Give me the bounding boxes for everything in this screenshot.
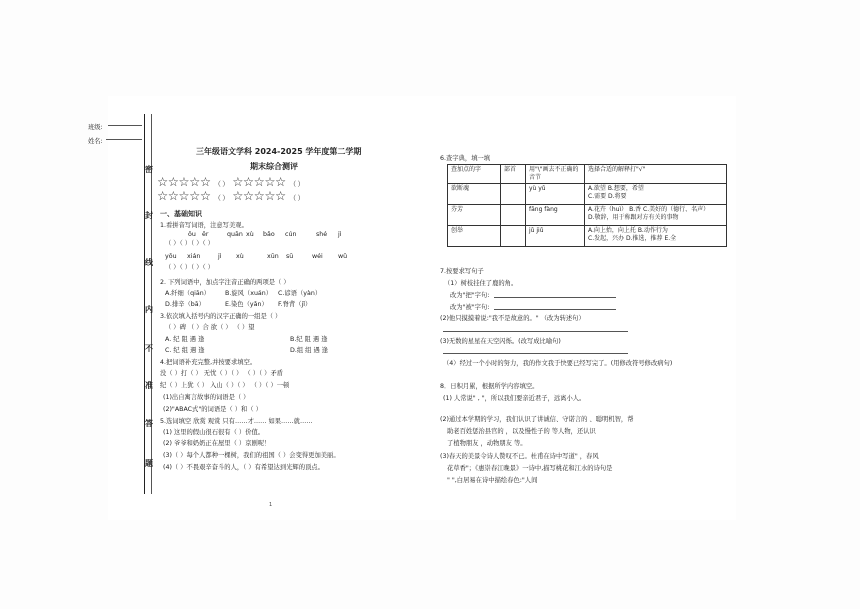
q1-pinyin-15: wéi	[312, 253, 323, 260]
table-cell: jǔ jiǔ	[526, 226, 585, 247]
q5-instruction: 5.选词填空 欣赏 观赏 只有……才…… 如果……就……	[160, 418, 313, 425]
q1-pinyin-7: shé	[316, 231, 328, 238]
q1-pinyin-1: ǒu	[188, 231, 196, 238]
q2-option-d[interactable]: D.排辛（bā）	[165, 301, 205, 308]
q3-option-b[interactable]: B.纪 阻 遇 逢	[290, 336, 328, 343]
q7-instruction: 7.按要求写句子	[440, 268, 484, 275]
q3-option-d[interactable]: D.组 组 遇 逢	[290, 347, 329, 354]
side-char-2: 封	[145, 211, 153, 220]
q5-line-1: (1) 这里的假山很石很有（ ）价值。	[163, 429, 265, 436]
class-field-line[interactable]	[108, 125, 142, 126]
score-stars-row2: ☆☆☆☆☆ （ ） ☆☆☆☆☆ （ ）	[157, 188, 304, 203]
q3-option-a[interactable]: A. 纪 阻 遇 逢	[165, 336, 205, 343]
table-header-cell: 选择合适的解释打"√"	[585, 165, 727, 184]
table-header-row	[448, 165, 727, 184]
q8-3-sentence-c: " ",白居易在诗中描绘春色:"人间	[447, 477, 538, 484]
q1-pinyin-4: xù	[246, 231, 254, 238]
q5-line-3: (3)（ ）每个人都种一棵树，我们的祖国（ ）会变得更加美丽。	[163, 452, 340, 459]
q7-1-sentence: （1）树枝挂住了鹿的角。	[444, 280, 518, 287]
q7-2-answer-line[interactable]	[443, 331, 628, 332]
class-label: 班级:	[88, 124, 103, 131]
q1-pinyin-9: yōu	[165, 253, 177, 260]
q1-pinyin-5: bǎo	[263, 231, 275, 238]
q2-option-b[interactable]: B.旋风（xuán）	[225, 290, 273, 297]
section-1-heading: 一、基础知识	[160, 210, 202, 218]
q1-pinyin-11: jì	[218, 253, 222, 260]
q7-2-sentence: (2)他只摸摸着说:"我不是故意的。" （改为转述句）	[440, 315, 585, 322]
side-char-4: 内	[145, 305, 153, 314]
side-char-7: 答	[145, 419, 153, 428]
table-header-cell: 部首	[501, 165, 526, 184]
q3-option-c[interactable]: C. 纪 组 遇 逢	[165, 347, 205, 354]
q7-3-sentence: (3)无数的星星在天空闪烁。(改写成比喻句)	[440, 338, 561, 345]
q6-instruction: 6.查字典，填一填	[440, 155, 491, 162]
q4-line-4: (2)"ABAC式"的词语是（ ）和（ ）	[163, 406, 262, 413]
q3-instruction: 3.依次填入括号内的汉字正确的一组是（ ）	[160, 313, 282, 320]
q4-line-2: 纪（ ）上犹（ ） 入山（ ）（ ） （ ）（ ）一顿	[160, 382, 290, 389]
q1-pinyin-2: ěr	[202, 231, 209, 238]
table-row	[448, 205, 727, 226]
table-cell: yù yǔ	[526, 184, 585, 205]
table-row	[448, 226, 727, 247]
name-label: 姓名:	[88, 138, 103, 145]
q2-option-f[interactable]: F.脊背（jǐ）	[278, 301, 312, 308]
name-field-line[interactable]	[106, 139, 142, 140]
q1-boxes-row1: （ ）（ ）（ ）（ ）	[165, 240, 214, 247]
page-number: 1	[269, 502, 273, 508]
q8-instruction: 8．日积月累，根据所学内容填空。	[440, 383, 539, 390]
q5-line-4: (4)（ ）不畏艰辛奋斗的人，（ ）有希望达到光辉的顶点。	[163, 464, 324, 471]
q8-3-sentence: (3)春天的美景令诗人赞叹不已。杜甫在诗中写道" ，春风	[440, 453, 599, 460]
q2-instruction: 2. 下列词语中，加点字注音正确的两项是（ ）	[160, 279, 290, 286]
table-cell: A.向上抬，向上托 B.动作行为 C.发起，兴办 D.推选，推荐 E.全	[585, 226, 727, 247]
table-cell-radical[interactable]	[501, 205, 526, 226]
q1-instruction: 1.看拼音写词语，注意写美观。	[160, 222, 248, 229]
q1-pinyin-12: xù	[236, 253, 244, 260]
exam-subtitle: 期末综合测评	[250, 162, 298, 171]
q2-option-c[interactable]: C.谚语（yàn）	[278, 290, 322, 297]
q8-2-sentence-b: 助老百姓惩治县官的 ，以及慢性子的 等人物，还认识	[447, 428, 596, 435]
q1-pinyin-10: xián	[187, 253, 201, 260]
q2-option-a[interactable]: A.纤细（qiān）	[165, 290, 210, 297]
table-cell: fāng fàng	[526, 205, 585, 226]
q4-instruction: 4.把词语补充完整,并按要求填空。	[160, 359, 257, 366]
table-header-cell: 用"\"画去不正确的音节	[526, 165, 585, 184]
q4-line-3: (1)出自寓言故事的词语是（ ）	[163, 394, 250, 401]
table-cell: 创举	[448, 226, 501, 247]
q3-blank-line: （ ）碑 （ ）合 欲（ ） （ ）望	[165, 324, 255, 331]
table-cell: A.花卉（huì） B.香 C.美好的（德行、名声） D.敬辞，用于称跟对方有关的事物	[585, 205, 727, 226]
table-cell: 芬芳	[448, 205, 501, 226]
side-char-8: 题	[145, 459, 153, 468]
side-char-6: 准	[145, 381, 153, 390]
q1-pinyin-14: sū	[286, 253, 294, 260]
q2-option-e[interactable]: E.染色（yǎn）	[225, 301, 268, 308]
side-char-1: 密	[145, 165, 153, 174]
table-cell-radical[interactable]	[501, 184, 526, 205]
q8-3-sentence-b: 花草香"；《惠崇春江晚景》一诗中,描写桃花和江水的诗句是	[447, 465, 613, 472]
side-char-5: 不	[145, 344, 153, 353]
q7-1b-answer-line[interactable]	[494, 309, 616, 310]
q1-pinyin-8: jì	[338, 231, 342, 238]
table-cell: 欲断魂	[448, 184, 501, 205]
q8-2-sentence: (2)通过本学期的学习，我们认识了讲诚信、守诺言的 、聪明机智，帮	[440, 416, 634, 423]
q1-boxes-row2: （ ）（ ）（ ）（ ）	[165, 264, 214, 271]
q7-1a-label: 改为"把"字句:	[450, 292, 490, 299]
q7-3-answer-line[interactable]	[443, 353, 628, 354]
q1-pinyin-6: cún	[285, 231, 297, 238]
table-cell: A.欲望 B.想要，希望 C.需要 D.将要	[585, 184, 727, 205]
exam-title: 三年级语文学科 2024-2025 学年度第二学期	[196, 147, 362, 156]
q1-pinyin-13: xūn	[267, 253, 279, 260]
q1-pinyin-16: wǔ	[338, 253, 348, 260]
q7-1a-answer-line[interactable]	[494, 297, 616, 298]
q8-1-sentence: (1) 人常说" , "，所以我们要亲近君子，远离小人。	[443, 395, 586, 402]
table-header-cell: 查加点的字	[448, 165, 501, 184]
side-char-3: 线	[145, 258, 153, 267]
q5-line-2: (2) 爷爷和奶奶正在屋里（ ）京剧呢！	[163, 440, 271, 447]
q7-4-sentence: （4）经过一个小时的努力，我的作文我于快要已经写完了。(用修改符号修改病句)	[443, 360, 673, 367]
q8-2-sentence-c: 了植物朋友 ，动物朋友 等。	[447, 440, 527, 447]
q7-1b-label: 改为"被"字句:	[450, 304, 490, 311]
score-stars-row1: ☆☆☆☆☆ （ ） ☆☆☆☆☆ （ ）	[157, 174, 304, 189]
table-cell-radical[interactable]	[501, 226, 526, 247]
dictionary-table	[447, 164, 727, 247]
q4-line-1: 没（ ）打（ ） 无忧（ ）（ ） （ ）（ ）矛盾	[160, 370, 284, 377]
table-row	[448, 184, 727, 205]
q1-pinyin-3: quān	[227, 231, 243, 238]
